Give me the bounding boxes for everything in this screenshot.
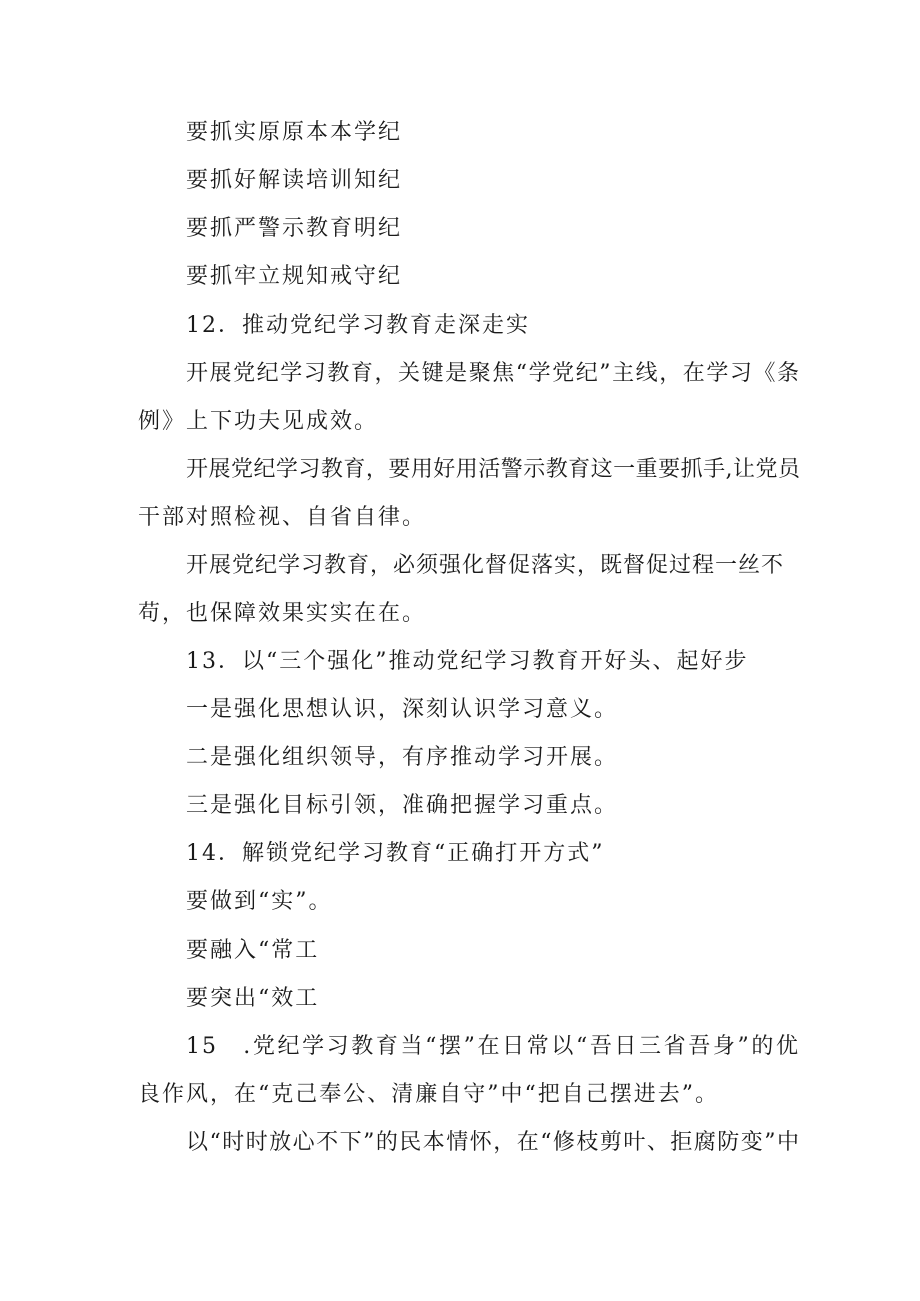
text-line: 要突出“效工 bbox=[186, 986, 320, 1011]
text-line: 开展党纪学习教育，要用好用活警示教育这一重要抓手,让党员 bbox=[186, 457, 800, 482]
text-line: 要抓牢立规知戒守纪 bbox=[186, 264, 403, 289]
section-heading-13: 13．以“三个强化”推动党纪学习教育开好头、起好步 bbox=[186, 649, 749, 674]
text-line: 干部对照检视、自省自律。 bbox=[138, 505, 427, 530]
text-line: 二是强化组织领导，有序推动学习开展。 bbox=[186, 745, 619, 770]
section-heading-14: 14．解锁党纪学习教育“正确打开方式” bbox=[186, 841, 605, 866]
text-line: 要抓严警示教育明纪 bbox=[186, 216, 403, 241]
text-line: 三是强化目标引领，准确把握学习重点。 bbox=[186, 793, 619, 818]
text-line: 要抓实原原本本学纪 bbox=[186, 120, 403, 145]
text-line: 开展党纪学习教育，关键是聚焦“学党纪”主线，在学习《条 bbox=[186, 361, 800, 386]
text-line: 良作风，在“克己奉公、清廉自守”中“把自己摆进去”。 bbox=[138, 1082, 719, 1107]
text-line: 要抓好解读培训知纪 bbox=[186, 168, 403, 193]
text-line: 要做到“实”。 bbox=[186, 889, 333, 914]
section-heading-15: 15 .党纪学习教育当“摆”在日常以“吾日三省吾身”的优 bbox=[186, 1034, 800, 1059]
text-line: 例》上下功夫见成效。 bbox=[138, 409, 379, 434]
text-line: 要融入“常工 bbox=[186, 938, 320, 963]
text-line: 一是强化思想认识，深刻认识学习意义。 bbox=[186, 697, 619, 722]
text-line: 以“时时放心不下”的民本情怀，在“修枝剪叶、拒腐防变”中 bbox=[186, 1130, 800, 1155]
text-line: 开展党纪学习教育，必须强化督促落实，既督促过程一丝不 bbox=[186, 553, 785, 578]
section-heading-12: 12．推动党纪学习教育走深走实 bbox=[186, 313, 530, 338]
text-line: 苟，也保障效果实实在在。 bbox=[138, 601, 427, 626]
